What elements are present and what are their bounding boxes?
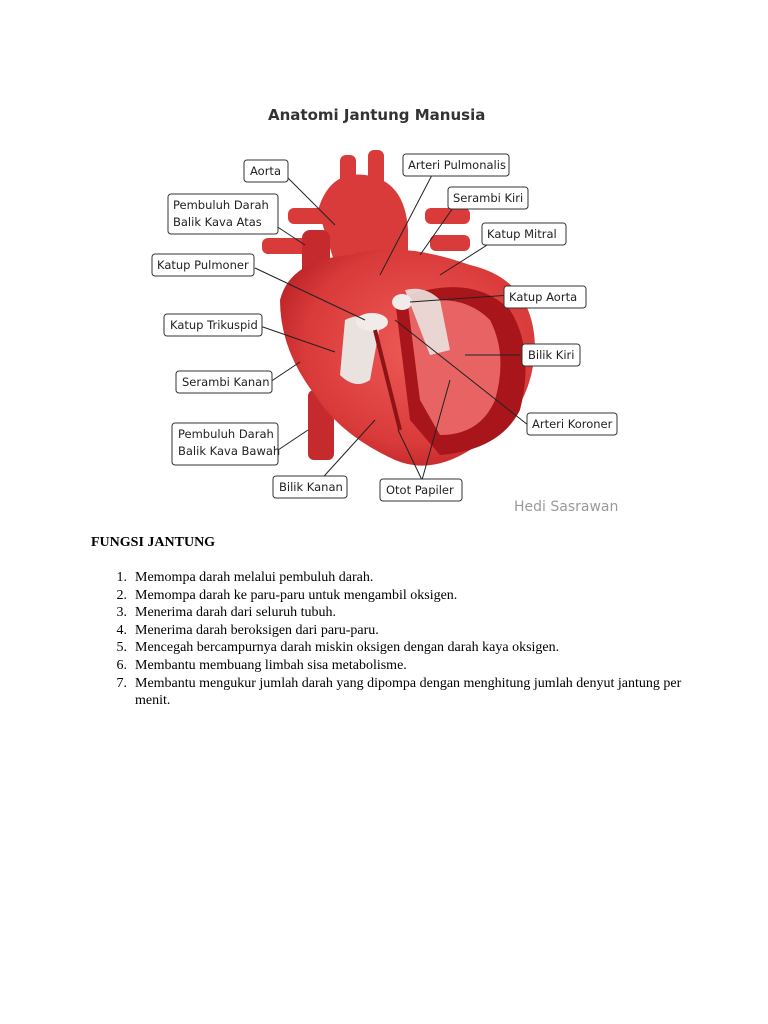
label-katup-pulmoner: Katup Pulmoner (157, 258, 249, 272)
label-serambi-kanan: Serambi Kanan (182, 375, 270, 389)
list-text: Membantu mengukur jumlah darah yang dipompa dengan menghitung jumlah denyut jantung per menit. (135, 675, 682, 709)
function-list (91, 569, 691, 710)
label-katup-aorta: Katup Aorta (509, 290, 578, 304)
label-bilik-kiri: Bilik Kiri (528, 348, 575, 362)
heart-anatomy-figure (140, 90, 640, 520)
list-number: 2. (116, 587, 127, 603)
label-otot-papiler: Otot Papiler (386, 483, 454, 497)
label-serambi-kiri: Serambi Kiri (453, 191, 524, 205)
figure-watermark: Hedi Sasrawan (514, 499, 619, 515)
label-bilik-kanan: Bilik Kanan (279, 480, 343, 494)
label-pembuluh-bawah-2: Balik Kava Bawah (178, 444, 281, 458)
list-item (91, 657, 691, 675)
list-item (91, 622, 691, 640)
pulmonary-vessel-right-2 (430, 235, 470, 251)
label-katup-trikuspid: Katup Trikuspid (170, 318, 258, 332)
list-number: 7. (116, 675, 127, 691)
list-item (91, 639, 691, 657)
pulmonary-valve (356, 313, 388, 331)
section-title: FUNGSI JANTUNG (91, 535, 216, 550)
list-item (91, 569, 691, 587)
list-text: Menerima darah beroksigen dari paru-paru. (135, 622, 379, 638)
list-number: 3. (116, 605, 127, 621)
label-arteri-koroner: Arteri Koroner (532, 417, 613, 431)
list-number: 1. (116, 570, 127, 585)
aortic-valve (392, 294, 412, 310)
label-arteri-pulmonalis: Arteri Pulmonalis (408, 158, 506, 172)
label-aorta: Aorta (250, 164, 281, 178)
list-item (91, 604, 691, 622)
label-pembuluh-atas-2: Balik Kava Atas (173, 215, 262, 229)
list-text: Membantu membuang limbah sisa metabolisme. (135, 657, 407, 673)
list-number: 6. (116, 657, 127, 673)
list-text: Memompa darah ke paru-paru untuk mengambil oksigen. (135, 587, 458, 603)
list-item (91, 587, 691, 605)
heart-diagram (140, 90, 640, 520)
list-item (91, 675, 691, 710)
label-pembuluh-atas-1: Pembuluh Darah (173, 198, 269, 212)
list-text: Memompa darah melalui pembuluh darah. (135, 570, 374, 585)
list-text: Mencegah bercampurnya darah miskin oksigen dengan darah kaya oksigen. (135, 640, 560, 656)
list-number: 5. (116, 640, 127, 656)
figure-title: Anatomi Jantung Manusia (268, 106, 486, 124)
label-pembuluh-bawah-1: Pembuluh Darah (178, 427, 274, 441)
label-katup-mitral: Katup Mitral (487, 227, 557, 241)
list-number: 4. (116, 622, 127, 638)
list-text: Menerima darah dari seluruh tubuh. (135, 605, 336, 621)
